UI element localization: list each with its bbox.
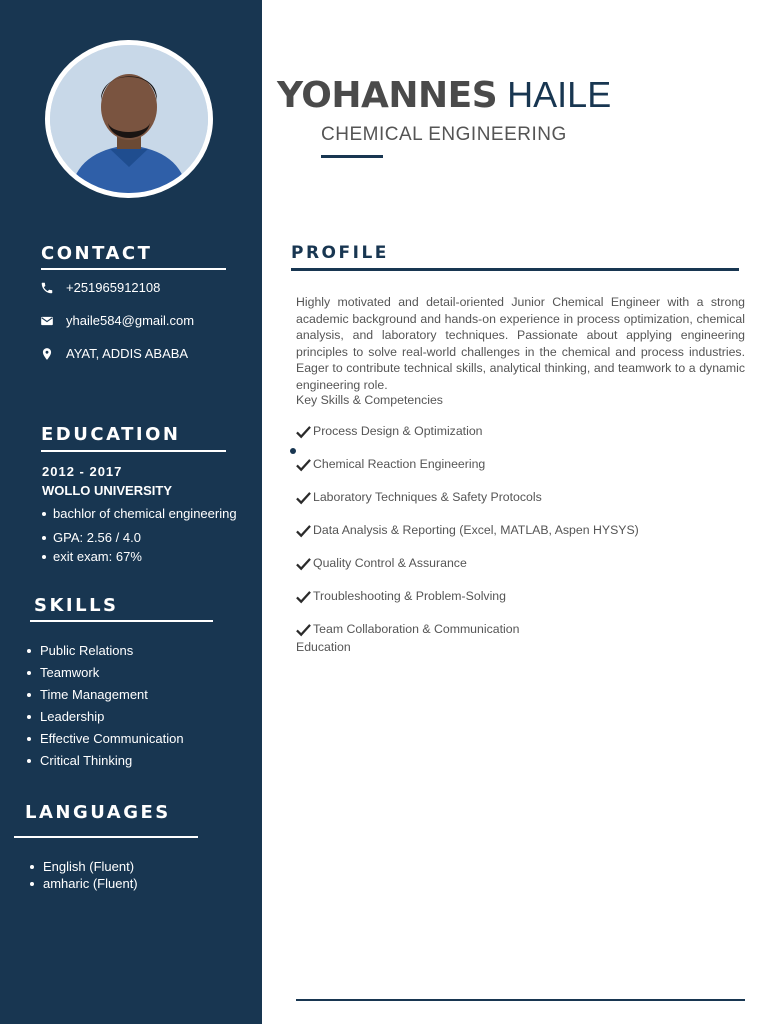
list-item: Critical Thinking <box>40 750 184 772</box>
contact-phone-row <box>40 280 160 295</box>
last-name: HAILE <box>507 74 612 115</box>
education-label: Education <box>296 640 351 654</box>
education-school: WOLLO UNIVERSITY <box>42 483 172 498</box>
phone-icon <box>40 281 54 295</box>
contact-divider <box>41 268 226 270</box>
profile-photo <box>45 40 213 198</box>
education-years: 2012 - 2017 <box>42 464 123 479</box>
title-underline <box>321 155 383 158</box>
list-item <box>296 490 639 523</box>
checkmark-icon <box>296 491 311 505</box>
profile-heading: PROFILE <box>291 243 389 263</box>
list-item: English (Fluent) <box>43 858 138 875</box>
contact-email[interactable]: yhaile584@gmail.com <box>66 313 195 328</box>
key-skills-list <box>296 424 639 655</box>
education-divider <box>41 450 226 452</box>
location-pin-icon <box>40 347 54 361</box>
contact-address-row <box>40 346 188 361</box>
key-skills-label: Key Skills & Competencies <box>296 393 443 407</box>
profile-divider <box>291 268 739 271</box>
list-item: amharic (Fluent) <box>43 876 138 891</box>
skills-heading: SKILLS <box>34 595 119 616</box>
contact-email-row <box>40 313 194 328</box>
contact-address: AYAT, ADDIS ABABA <box>66 346 189 361</box>
footer-divider <box>296 999 745 1001</box>
first-name: YOHANNES <box>277 75 498 116</box>
skills-divider <box>30 620 213 622</box>
person-portrait-image <box>50 45 208 193</box>
list-item: exit exam: 67% <box>53 547 243 566</box>
contact-phone[interactable]: +251965912108 <box>66 280 161 295</box>
list-item <box>296 556 639 589</box>
checkmark-icon <box>296 458 311 472</box>
checkmark-icon <box>296 425 311 439</box>
education-heading: EDUCATION <box>41 424 181 445</box>
key-skill-text: Process Design & Optimization <box>313 424 483 438</box>
profile-summary: Highly motivated and detail-oriented Junior Chemical Engineer with a strong academic background and hands-on experience in process optimization, chemical analysis, and laboratory techniques. Passionate about applying engineering principles to solve real-world challenges in the chemical and process industries. Eager to contribute technical skills, analytical thinking, and teamwork to a dynamic engineering role. <box>296 295 745 392</box>
checkmark-icon <box>296 557 311 571</box>
key-skill-text: Quality Control & Assurance <box>313 556 467 570</box>
list-item <box>296 457 639 490</box>
list-item: Time Management <box>40 684 184 706</box>
list-item: Effective Communication <box>40 728 184 750</box>
list-item <box>296 523 639 556</box>
candidate-name <box>277 74 611 116</box>
checkmark-icon <box>296 524 311 538</box>
list-item: Teamwork <box>40 662 184 684</box>
key-skill-text: Laboratory Techniques & Safety Protocols <box>313 490 542 504</box>
checkmark-icon <box>296 623 311 637</box>
skills-list <box>40 640 184 772</box>
education-details-list <box>53 504 243 566</box>
list-item <box>296 424 639 457</box>
key-skill-text: Data Analysis & Reporting (Excel, MATLAB, Aspen HYSYS) <box>313 523 639 537</box>
checkmark-icon <box>296 590 311 604</box>
key-skill-text: Chemical Reaction Engineering <box>313 457 486 471</box>
list-item <box>296 589 639 622</box>
envelope-icon <box>40 314 54 328</box>
list-item: bachlor of chemical engineering <box>53 504 243 523</box>
key-skill-text: Troubleshooting & Problem-Solving <box>313 589 506 603</box>
languages-list <box>43 858 138 892</box>
contact-heading: CONTACT <box>41 243 153 264</box>
list-item: Leadership <box>40 706 184 728</box>
list-item: GPA: 2.56 / 4.0 <box>53 528 243 547</box>
sidebar <box>0 0 262 1024</box>
list-item: Public Relations <box>40 640 184 662</box>
languages-divider <box>14 836 198 838</box>
job-title: CHEMICAL ENGINEERING <box>321 124 567 145</box>
key-skill-text: Team Collaboration & Communication <box>313 622 520 636</box>
languages-heading: LANGUAGES <box>25 802 171 823</box>
